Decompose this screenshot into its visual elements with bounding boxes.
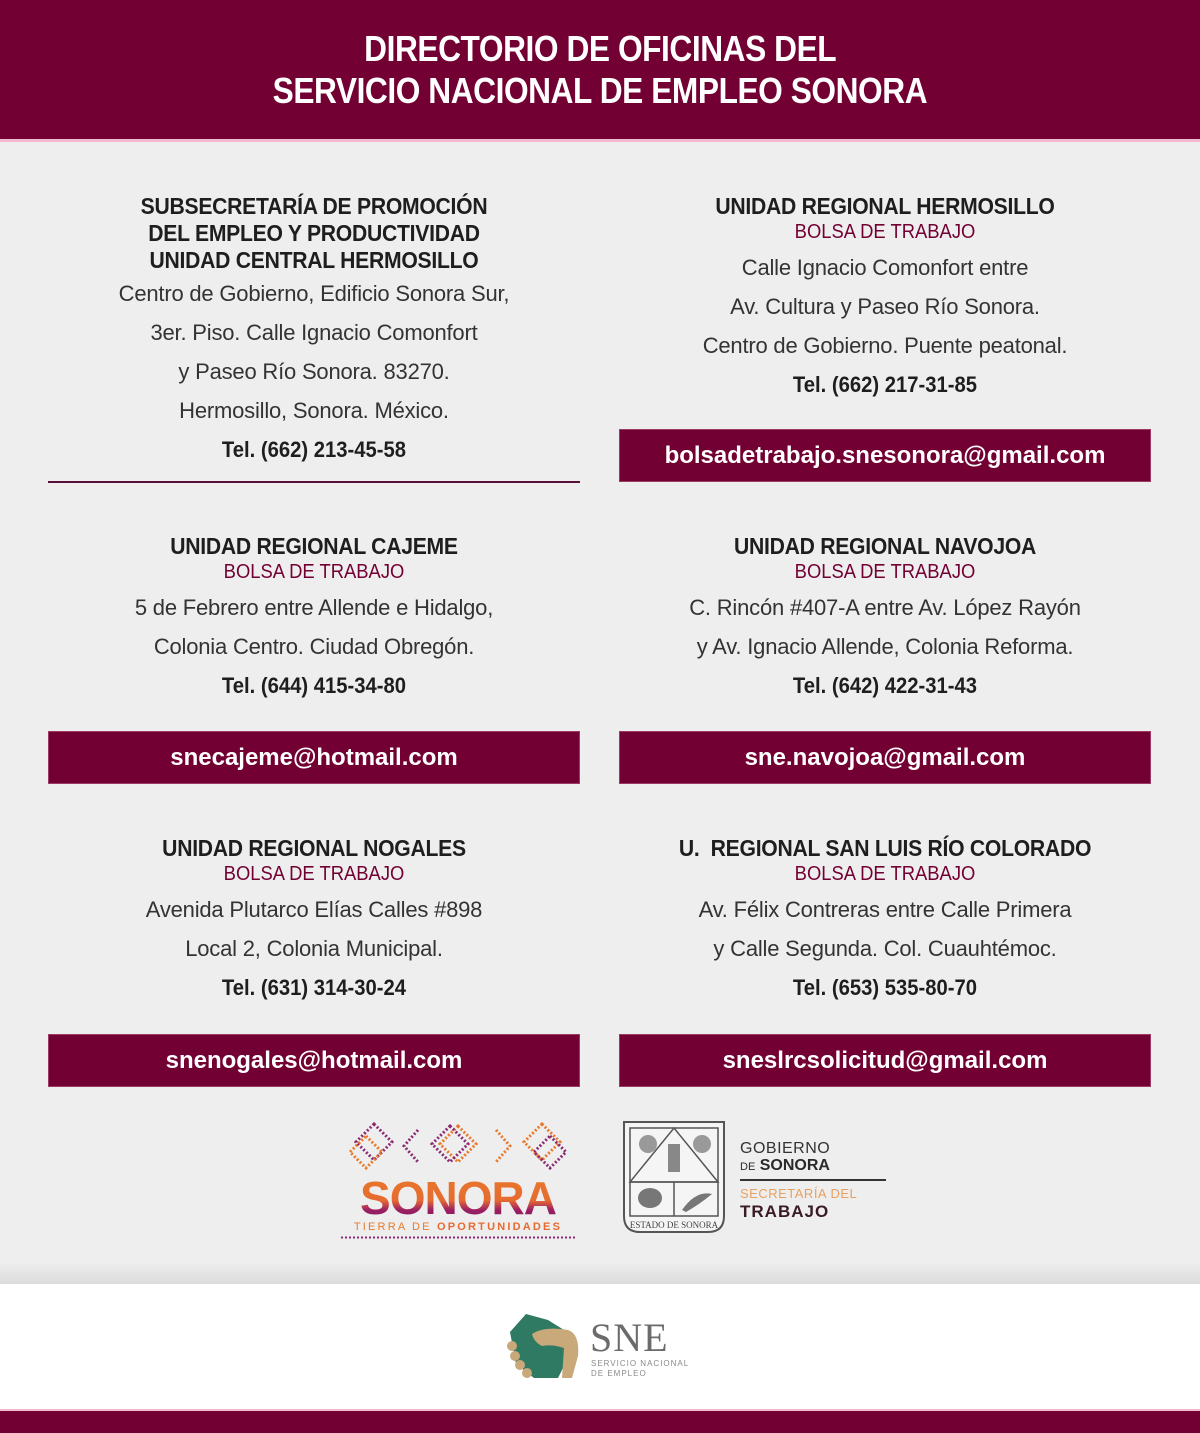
- email-link-regional-hermosillo[interactable]: bolsadetrabajo.snesonora@gmail.com: [619, 429, 1151, 482]
- office-regional-nogales: [48, 835, 580, 1007]
- office-address-line: Calle Ignacio Comonfort entre: [741, 255, 1029, 280]
- office-phone[interactable]: Tel. (642) 422-31-43: [792, 673, 978, 698]
- sonora-tierra-de-oportunidades-logo: [336, 1120, 580, 1242]
- office-address-line: y Calle Segunda. Col. Cuauhtémoc.: [713, 936, 1057, 961]
- sne-acronym: SNE: [590, 1315, 669, 1360]
- office-address-line: C. Rincón #407-A entre Av. López Rayón: [689, 595, 1081, 620]
- office-phone[interactable]: Tel. (644) 415-34-80: [221, 673, 407, 698]
- sonora-wordmark: SONORA: [338, 1174, 578, 1222]
- office-title: UNIDAD REGIONAL NOGALES: [162, 835, 466, 861]
- de-sonora-label: DE SONORA: [740, 1157, 830, 1174]
- office-address-line: Colonia Centro. Ciudad Obregón.: [153, 634, 475, 659]
- office-address-line: y Paseo Río Sonora. 83270.: [178, 359, 450, 384]
- page-title-line-1: DIRECTORIO DE OFICINAS DEL: [363, 27, 837, 69]
- office-phone[interactable]: Tel. (653) 535-80-70: [792, 975, 978, 1000]
- office-regional-san-luis-rio-colorado: [619, 835, 1151, 1007]
- sonora-tagline: TIERRA DE OPORTUNIDADES: [353, 1221, 563, 1233]
- svg-text:ESTADO DE SONORA: ESTADO DE SONORA: [629, 1220, 719, 1230]
- sonora-coat-of-arms-icon: [620, 1120, 728, 1238]
- office-address-line: 5 de Febrero entre Allende e Hidalgo,: [134, 595, 494, 620]
- office-address-line: y Av. Ignacio Allende, Colonia Reforma.: [696, 634, 1074, 659]
- office-address-line: Centro de Gobierno, Edificio Sonora Sur,: [118, 281, 510, 306]
- office-phone[interactable]: Tel. (662) 213-45-58: [221, 437, 407, 462]
- bottom-bar: [0, 1409, 1200, 1433]
- office-title: UNIDAD REGIONAL NAVOJOA: [733, 533, 1037, 559]
- page-header: [0, 0, 1200, 142]
- office-address-line: Hermosillo, Sonora. México.: [179, 398, 449, 423]
- office-regional-cajeme: [48, 533, 580, 705]
- trabajo-label: TRABAJO: [740, 1202, 830, 1221]
- sne-full-name: SERVICIO NACIONAL DE EMPLEO: [591, 1359, 690, 1378]
- secretaria-label: SECRETARÍA DEL: [740, 1186, 858, 1201]
- handshake-icon: [504, 1312, 582, 1382]
- office-address-line: Local 2, Colonia Municipal.: [185, 936, 443, 961]
- office-phone[interactable]: Tel. (631) 314-30-24: [221, 975, 407, 1000]
- email-link-san-luis-rio-colorado[interactable]: sneslrcsolicitud@gmail.com: [619, 1034, 1151, 1087]
- office-subtitle: BOLSA DE TRABAJO: [223, 863, 405, 885]
- office-subtitle: BOLSA DE TRABAJO: [794, 561, 976, 583]
- office-title: UNIDAD REGIONAL HERMOSILLO: [715, 193, 1055, 219]
- office-title: UNIDAD CENTRAL HERMOSILLO: [149, 247, 479, 273]
- office-title: U. REGIONAL SAN LUIS RÍO COLORADO: [678, 835, 1092, 861]
- office-regional-hermosillo: [619, 193, 1151, 404]
- office-subtitle: BOLSA DE TRABAJO: [223, 561, 405, 583]
- office-title: DEL EMPLEO Y PRODUCTIVIDAD: [148, 220, 480, 246]
- office-address-line: 3er. Piso. Calle Ignacio Comonfort: [150, 320, 478, 345]
- office-address-line: Centro de Gobierno. Puente peatonal.: [702, 333, 1068, 358]
- office-address-line: Avenida Plutarco Elías Calles #898: [145, 897, 483, 922]
- email-link-cajeme[interactable]: snecajeme@hotmail.com: [48, 731, 580, 784]
- email-link-nogales[interactable]: snenogales@hotmail.com: [48, 1034, 580, 1087]
- page-title-line-2: SERVICIO NACIONAL DE EMPLEO SONORA: [272, 69, 928, 111]
- office-title: SUBSECRETARÍA DE PROMOCIÓN: [140, 193, 488, 219]
- office-regional-navojoa: [619, 533, 1151, 705]
- office-subtitle: BOLSA DE TRABAJO: [794, 221, 976, 243]
- section-divider: [48, 481, 580, 483]
- office-address-line: Av. Félix Contreras entre Calle Primera: [698, 897, 1072, 922]
- office-title: UNIDAD REGIONAL CAJEME: [170, 533, 458, 559]
- office-unidad-central-hermosillo: [48, 193, 580, 469]
- footer-shadow-band: [0, 1262, 1200, 1284]
- office-subtitle: BOLSA DE TRABAJO: [794, 863, 976, 885]
- gobierno-de-sonora-logo: [620, 1120, 900, 1242]
- dotted-underline: [340, 1236, 576, 1239]
- logo-divider: [740, 1179, 886, 1181]
- email-link-navojoa[interactable]: sne.navojoa@gmail.com: [619, 731, 1151, 784]
- sne-logo: [504, 1312, 704, 1386]
- office-phone[interactable]: Tel. (662) 217-31-85: [792, 372, 978, 397]
- sonora-pattern-icon: [336, 1120, 580, 1174]
- office-address-line: Av. Cultura y Paseo Río Sonora.: [730, 294, 1040, 319]
- gobierno-label: GOBIERNO: [740, 1140, 831, 1157]
